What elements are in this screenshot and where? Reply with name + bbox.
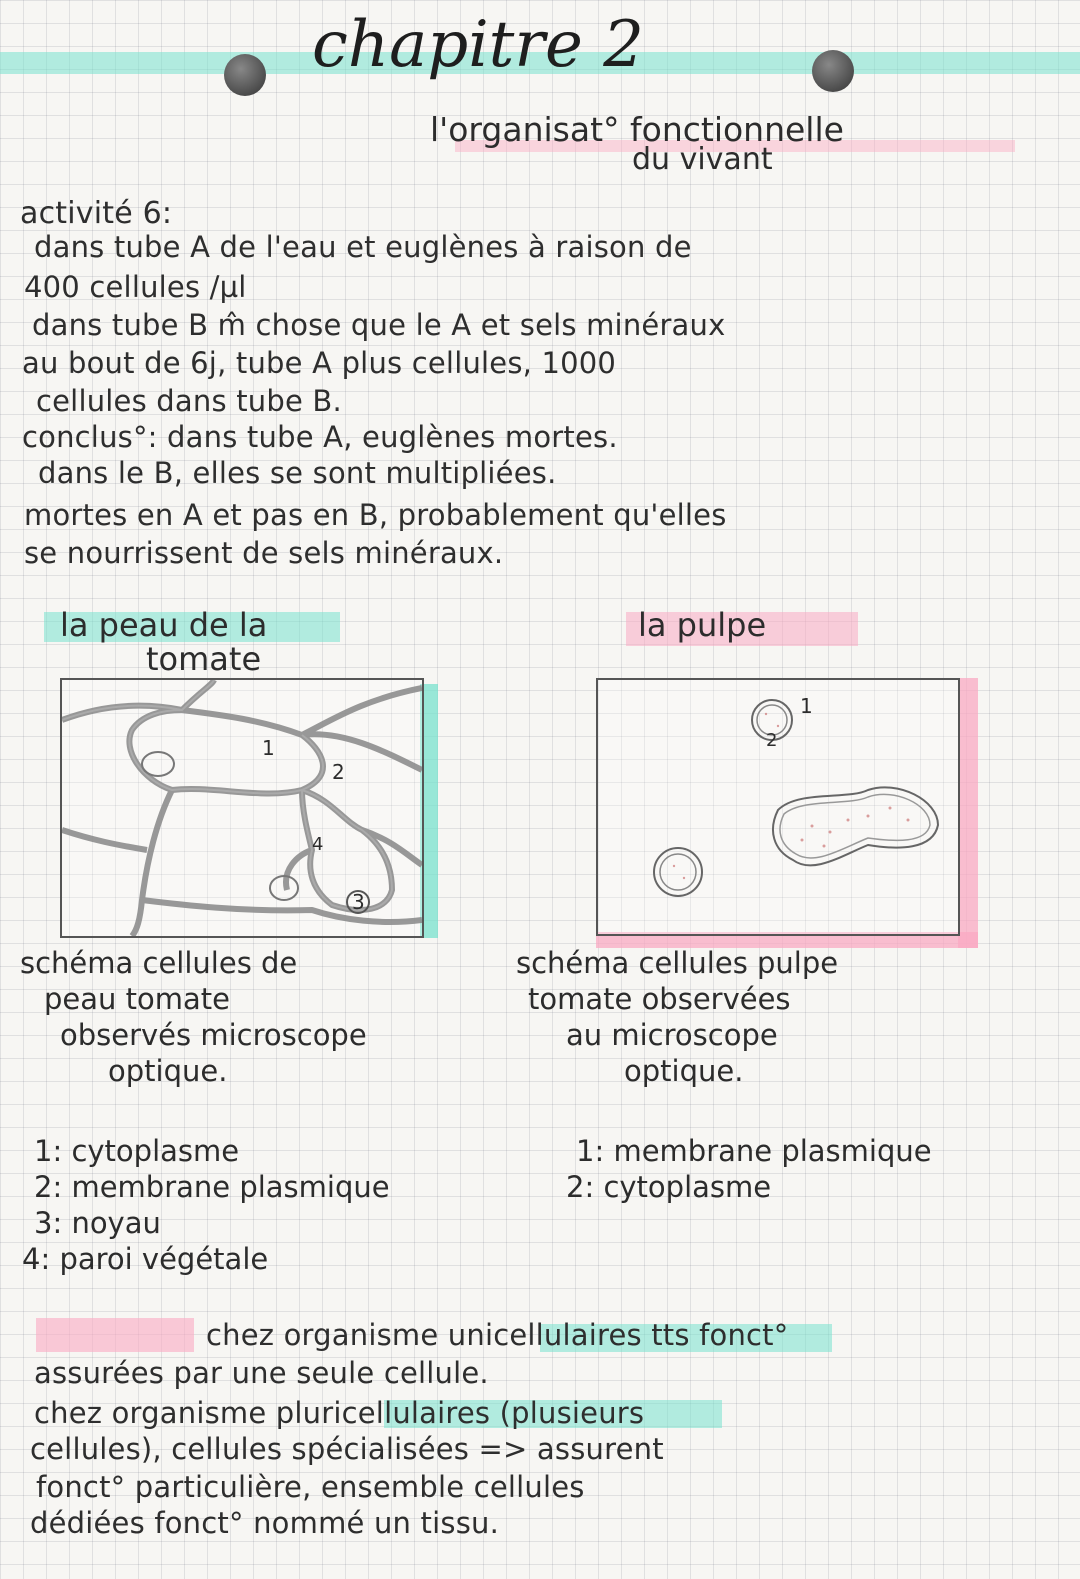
binder-hole-left: [224, 54, 266, 96]
activity-line: dans le B, elles se sont multipliées.: [38, 456, 557, 490]
activity-heading: activité 6:: [20, 196, 173, 231]
left-caption-line: schéma cellules de: [20, 946, 298, 980]
activity-line: conclus°: dans tube A, euglènes mortes.: [22, 420, 618, 454]
pulp-label-1: 1: [800, 694, 813, 718]
bilan-line: chez organisme pluricellulaires (plusieurs: [34, 1396, 645, 1430]
left-legend-item: 2: membrane plasmique: [34, 1170, 390, 1204]
right-caption-line: tomate observées: [528, 982, 791, 1016]
bilan-line: cellules), cellules spécialisées => assurent: [30, 1432, 664, 1466]
right-legend-item: 1: membrane plasmique: [576, 1134, 932, 1168]
activity-line: se nourrissent de sels minéraux.: [24, 536, 504, 570]
tomato-pulp-cells-drawing: [598, 680, 958, 934]
skin-label-3: 3: [352, 890, 365, 914]
left-legend-item: 4: paroi végétale: [22, 1242, 269, 1276]
bilan-highlight-mark: [36, 1318, 194, 1352]
tomato-skin-panel: [60, 678, 424, 938]
left-caption-line: observés microscope: [60, 1018, 367, 1052]
activity-line: au bout de 6j, tube A plus cellules, 1000: [22, 346, 617, 380]
bilan-line: fonct° particulière, ensemble cellules: [36, 1470, 585, 1504]
right-caption-line: optique.: [624, 1054, 744, 1088]
tomato-skin-cells-drawing: [62, 680, 422, 936]
chapter-subtitle-line2: du vivant: [632, 142, 773, 177]
right-diagram-title: la pulpe: [638, 606, 767, 644]
bilan-line: chez organisme unicellulaires tts fonct°: [206, 1318, 789, 1352]
pulp-label-2: 2: [766, 730, 778, 751]
bilan-line: dédiées fonct° nommé un tissu.: [30, 1506, 499, 1540]
left-legend-item: 3: noyau: [34, 1206, 161, 1240]
activity-line: cellules dans tube B.: [36, 384, 342, 418]
left-diagram-title-line1: la peau de la: [60, 606, 268, 644]
left-legend-item: 1: cytoplasme: [34, 1134, 240, 1168]
right-panel-shade-side: [958, 678, 978, 948]
skin-label-4: 4: [312, 834, 324, 855]
right-legend-item: 2: cytoplasme: [566, 1170, 772, 1204]
skin-label-2: 2: [332, 760, 345, 784]
activity-line: dans tube B m̂ chose que le A et sels minéraux: [32, 308, 726, 342]
left-caption-line: optique.: [108, 1054, 228, 1088]
right-caption-line: au microscope: [566, 1018, 778, 1052]
activity-line: dans tube A de l'eau et euglènes à raison de: [34, 230, 692, 264]
chapter-subtitle-line1: l'organisat° fonctionnelle: [430, 110, 844, 149]
right-caption-line: schéma cellules pulpe: [516, 946, 839, 980]
chapter-title: chapitre 2: [312, 8, 644, 82]
activity-line: mortes en A et pas en B, probablement qu'elles: [24, 498, 727, 532]
skin-label-1: 1: [262, 736, 275, 760]
left-diagram-title-line2: tomate: [146, 640, 262, 678]
left-caption-line: peau tomate: [44, 982, 230, 1016]
binder-hole-right: [812, 50, 854, 92]
activity-line: 400 cellules /µl: [24, 270, 247, 304]
bilan-line: assurées par une seule cellule.: [34, 1356, 489, 1390]
tomato-pulp-panel: [596, 678, 960, 936]
